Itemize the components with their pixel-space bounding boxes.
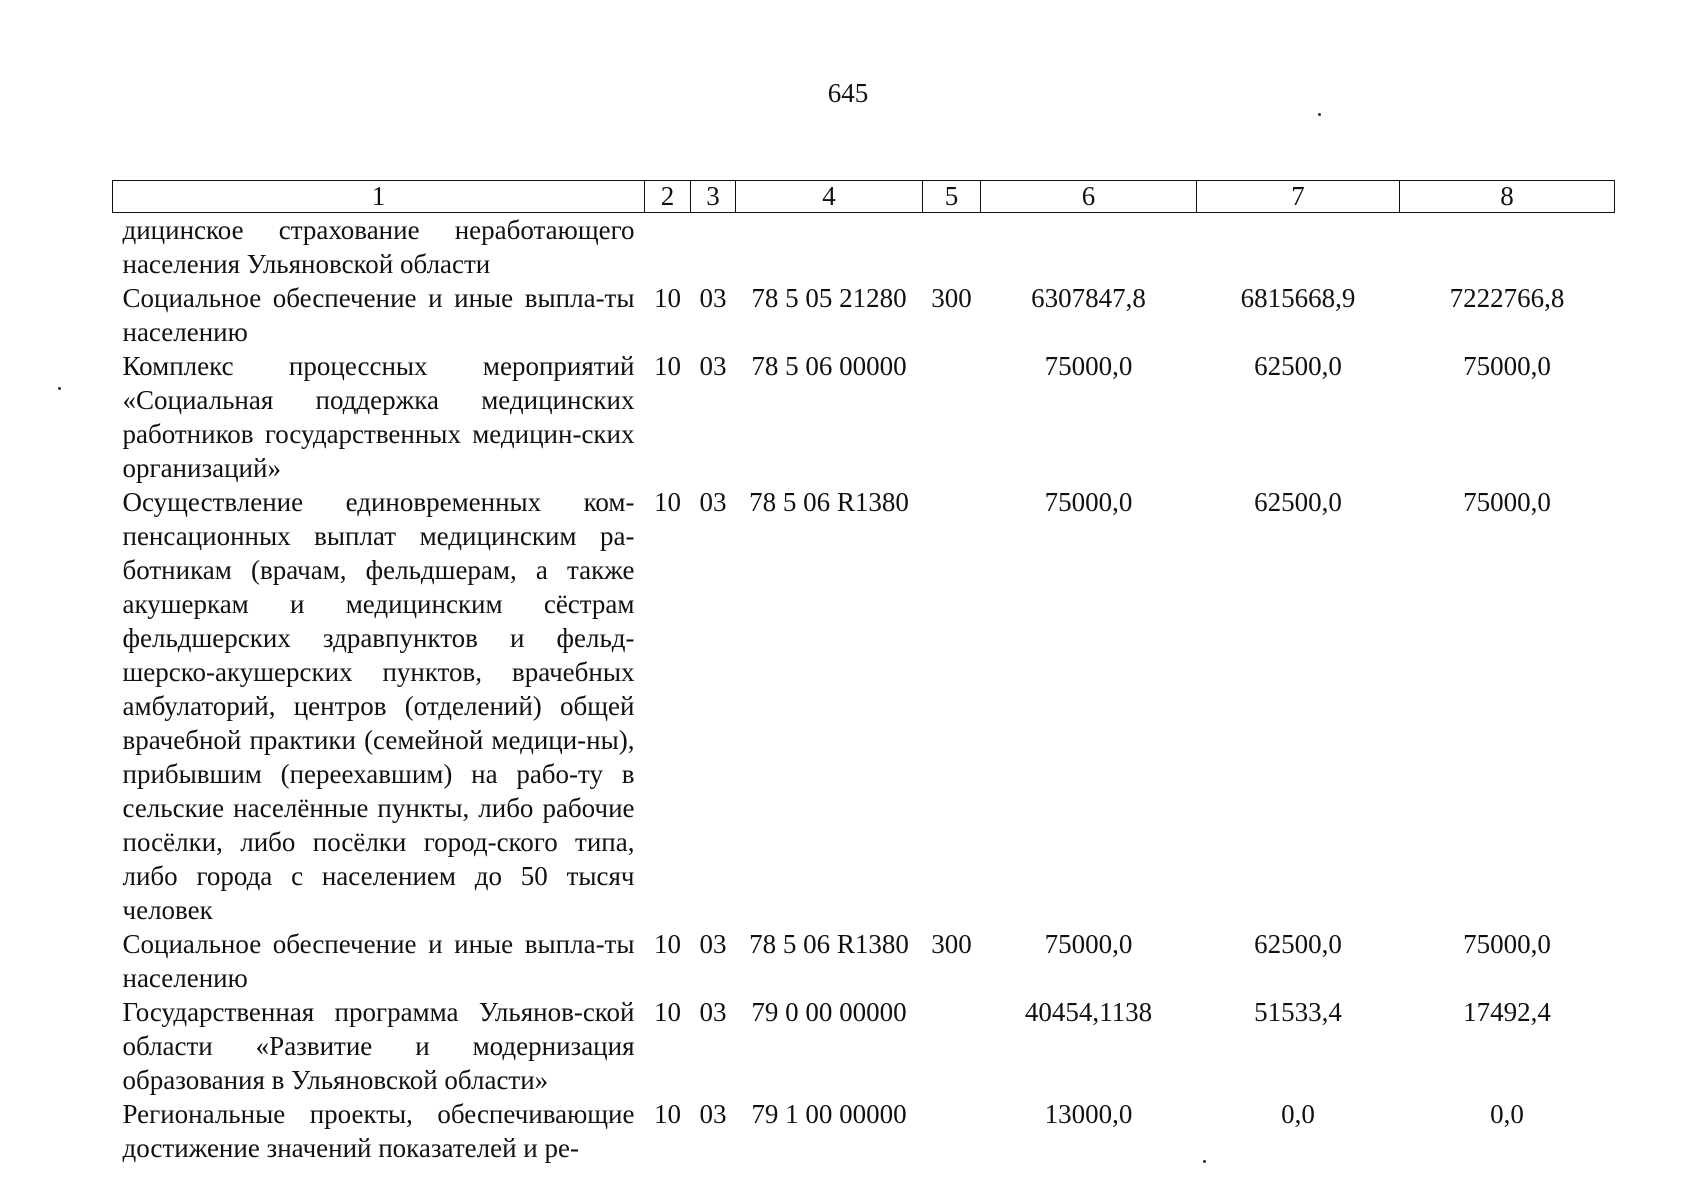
header-col-8: 8 — [1400, 181, 1615, 213]
row-description: Социальное обеспечение и иные выпла-ты населению — [122, 929, 635, 993]
header-col-2: 2 — [645, 181, 691, 213]
cell-target-code: 78 5 05 21280 — [751, 283, 907, 313]
header-col-6: 6 — [981, 181, 1197, 213]
cell-amount-7: 62500,0 — [1254, 351, 1342, 381]
table-header — [113, 181, 1615, 213]
budget-table — [112, 180, 1615, 1165]
cell-amount-8: 75000,0 — [1463, 351, 1551, 381]
cell-amount-6: 13000,0 — [1044, 1099, 1133, 1129]
header-col-1: 1 — [113, 181, 645, 213]
cell-amount-7: 62500,0 — [1254, 487, 1342, 517]
cell-expense-type: 300 — [931, 929, 972, 959]
cell-subsection: 03 — [699, 929, 727, 959]
cell-amount-6 — [981, 213, 1197, 282]
cell-expense-type — [923, 1097, 981, 1165]
cell-subsection: 03 — [699, 283, 727, 313]
table-row — [113, 349, 1615, 485]
row-description: Социальное обеспечение и иные выпла-ты населению — [122, 283, 635, 347]
cell-amount-6: 6307847,8 — [1031, 283, 1146, 313]
table-row — [113, 995, 1615, 1097]
cell-amount-7 — [1197, 213, 1400, 282]
cell-expense-type — [923, 213, 981, 282]
cell-amount-8 — [1400, 213, 1615, 282]
cell-amount-8: 17492,4 — [1463, 997, 1551, 1027]
cell-amount-6: 75000,0 — [1044, 351, 1133, 381]
row-description: Комплекс процессных мероприятий «Социальная поддержка медицинских работников государственных медицин-ских организаций» — [122, 351, 635, 483]
header-col-7: 7 — [1197, 181, 1400, 213]
cell-section: 10 — [654, 351, 681, 381]
table-row — [113, 281, 1615, 349]
table-row — [113, 1097, 1615, 1165]
row-description: Региональные проекты, обеспечивающие достижение значений показателей и ре- — [122, 1099, 635, 1163]
cell-expense-type: 300 — [931, 283, 972, 313]
table-row — [113, 927, 1615, 995]
cell-target-code: 79 1 00 00000 — [751, 1099, 907, 1129]
cell-amount-8: 0,0 — [1490, 1099, 1524, 1129]
cell-amount-6: 75000,0 — [1044, 487, 1133, 517]
cell-amount-8: 7222766,8 — [1449, 283, 1565, 313]
cell-subsection: 03 — [699, 487, 727, 517]
scan-speck — [58, 387, 61, 390]
header-col-3: 3 — [691, 181, 736, 213]
cell-amount-8: 75000,0 — [1463, 487, 1551, 517]
cell-target-code: 78 5 06 00000 — [751, 351, 907, 381]
cell-subsection — [691, 213, 736, 282]
cell-target-code: 78 5 06 R1380 — [749, 487, 909, 517]
cell-target-code: 79 0 00 00000 — [751, 997, 907, 1027]
cell-amount-7: 6815668,9 — [1240, 283, 1356, 313]
header-col-5: 5 — [923, 181, 981, 213]
cell-section: 10 — [654, 929, 681, 959]
cell-section: 10 — [654, 283, 681, 313]
cell-section — [645, 213, 691, 282]
cell-subsection: 03 — [699, 997, 727, 1027]
cell-expense-type — [923, 349, 981, 485]
row-description: Осуществление единовременных ком-пенсационных выплат медицинским ра-ботникам (врачам, фельдшерам, а также акушеркам и медицинским сёстрам фельдшерских здравпунктов и фельд-шерско-акушерских пунктов, врачебных амбулаторий, центров (отделений) общей врачебной практики (семейной медици-ны), прибывшим (переехавшим) на рабо-ту в сельские населённые пункты, либо рабочие посёлки, либо посёлки город-ского типа, либо города с населением до 50 тысяч человек — [122, 487, 635, 925]
cell-amount-7: 0,0 — [1281, 1099, 1315, 1129]
cell-amount-7: 51533,4 — [1254, 997, 1342, 1027]
cell-expense-type — [923, 485, 981, 927]
cell-amount-7: 62500,0 — [1254, 929, 1342, 959]
table-row — [113, 485, 1615, 927]
scan-speck — [1318, 113, 1321, 116]
cell-amount-8: 75000,0 — [1463, 929, 1551, 959]
cell-section: 10 — [654, 1099, 681, 1129]
cell-amount-6: 75000,0 — [1044, 929, 1133, 959]
row-description: Государственная программа Ульянов-ской области «Развитие и модернизация образования в Ульяновской области» — [122, 997, 635, 1095]
cell-section: 10 — [654, 997, 681, 1027]
cell-subsection: 03 — [699, 351, 727, 381]
row-description: дицинское страхование неработающего населения Ульяновской области — [122, 215, 635, 279]
cell-target-code — [736, 213, 923, 282]
cell-section: 10 — [654, 487, 681, 517]
cell-amount-6: 40454,1138 — [1024, 997, 1153, 1027]
page-number: 645 — [827, 78, 869, 108]
table-row — [113, 213, 1615, 282]
header-col-4: 4 — [736, 181, 923, 213]
cell-expense-type — [923, 995, 981, 1097]
cell-subsection: 03 — [699, 1099, 727, 1129]
cell-target-code: 78 5 06 R1380 — [749, 929, 909, 959]
